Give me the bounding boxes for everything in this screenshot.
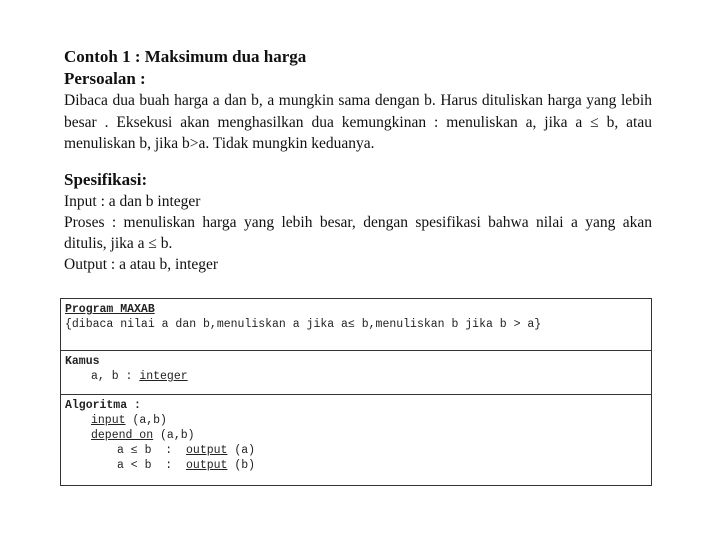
persoalan-text: Dibaca dua buah harga a dan b, a mungkin sama dengan b. Harus dituliskan harga yang lebih besar . Eksekusi akan menghasilkan dua kemungkinan : menuliskan a, jika a ≤ b, atau menuliskan b, jika b>a. Tidak mungkin keduanya. [64, 92, 652, 152]
depend-keyword: depend on [91, 429, 154, 442]
case1-condition: a ≤ b : [117, 444, 187, 457]
case2-args: (b) [227, 459, 256, 472]
algo-case2-line [65, 458, 647, 473]
kamus-label: Kamus [65, 355, 100, 368]
program-comment: {dibaca nilai a dan b,menuliskan a jika a≤ b,menuliskan b jika b > a} [65, 318, 542, 331]
program-label: Program MAXAB [65, 303, 155, 316]
algo-depend-line [65, 428, 647, 443]
depend-args: (a,b) [153, 429, 195, 442]
program-section [61, 299, 651, 351]
persoalan-heading: Persoalan : [64, 69, 146, 88]
kamus-vars: a, b : [91, 370, 140, 383]
kamus-type: integer [139, 370, 188, 383]
case2-keyword: output [186, 459, 228, 472]
case2-condition: a < b : [117, 459, 187, 472]
spec-input: Input : a dan b integer [64, 192, 201, 210]
algo-input-line [65, 413, 647, 428]
case1-args: (a) [227, 444, 256, 457]
spec-output: Output : a atau b, integer [64, 255, 219, 273]
case1-keyword: output [186, 444, 228, 457]
input-keyword: input [91, 414, 126, 427]
spec-proses: Proses : menuliskan harga yang lebih besar, dengan spesifikasi bahwa nilai a yang akan ditulis, jika a ≤ b. [64, 213, 652, 252]
document-body [64, 46, 652, 275]
algoritma-section [61, 395, 651, 477]
kamus-section [61, 351, 651, 395]
input-args: (a,b) [125, 414, 167, 427]
document-title: Contoh 1 : Maksimum dua harga [64, 47, 307, 66]
spesifikasi-heading: Spesifikasi: [64, 169, 148, 189]
kamus-declaration [65, 369, 647, 384]
algoritma-label: Algoritma : [65, 399, 141, 412]
algorithm-box [60, 298, 652, 486]
algo-case1-line [65, 443, 647, 458]
